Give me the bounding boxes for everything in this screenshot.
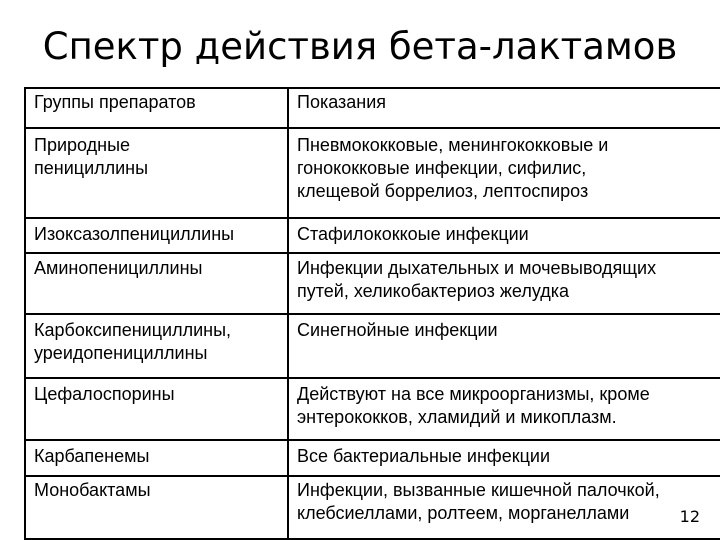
indication-cell: Пневмококковые, менингококковые и гонококковые инфекции, сифилис, клещевой боррелиоз, лептоспироз bbox=[288, 128, 720, 218]
drug-group-cell: Цефалоспорины bbox=[25, 378, 288, 440]
table-row bbox=[25, 128, 720, 218]
drug-group-cell: Карбапенемы bbox=[25, 440, 288, 476]
page-number: 12 bbox=[679, 507, 700, 526]
indication-cell: Все бактериальные инфекции bbox=[288, 440, 720, 476]
indication-cell: Инфекции дыхательных и мочевыводящих путей, хеликобактериоз желудка bbox=[288, 253, 720, 314]
column-header-drug-groups: Группы препаратов bbox=[25, 88, 288, 128]
drug-group-cell: Монобактамы bbox=[25, 476, 288, 539]
indication-cell: Действуют на все микроорганизмы, кроме энтерококков, хламидий и микоплазм. bbox=[288, 378, 720, 440]
table-row bbox=[25, 253, 720, 314]
indication-cell: Стафилококкоые инфекции bbox=[288, 218, 720, 253]
table-row bbox=[25, 314, 720, 378]
drug-group-cell: Изоксазолпенициллины bbox=[25, 218, 288, 253]
beta-lactam-spectrum-table bbox=[24, 87, 720, 540]
indication-cell: Инфекции, вызванные кишечной палочкой, клебсиеллами, ролтеем, морганеллами bbox=[288, 476, 720, 539]
table-row bbox=[25, 476, 720, 539]
table-header-row bbox=[25, 88, 720, 128]
column-header-indications: Показания bbox=[288, 88, 720, 128]
drug-group-cell: Природные пенициллины bbox=[25, 128, 288, 218]
drug-group-cell: Аминопенициллины bbox=[25, 253, 288, 314]
table-row bbox=[25, 218, 720, 253]
slide-title: Спектр действия бета-лактамов bbox=[42, 25, 678, 68]
drug-group-cell: Карбоксипенициллины, уреидопенициллины bbox=[25, 314, 288, 378]
indication-cell: Синегнойные инфекции bbox=[288, 314, 720, 378]
table-row bbox=[25, 440, 720, 476]
table-row bbox=[25, 378, 720, 440]
